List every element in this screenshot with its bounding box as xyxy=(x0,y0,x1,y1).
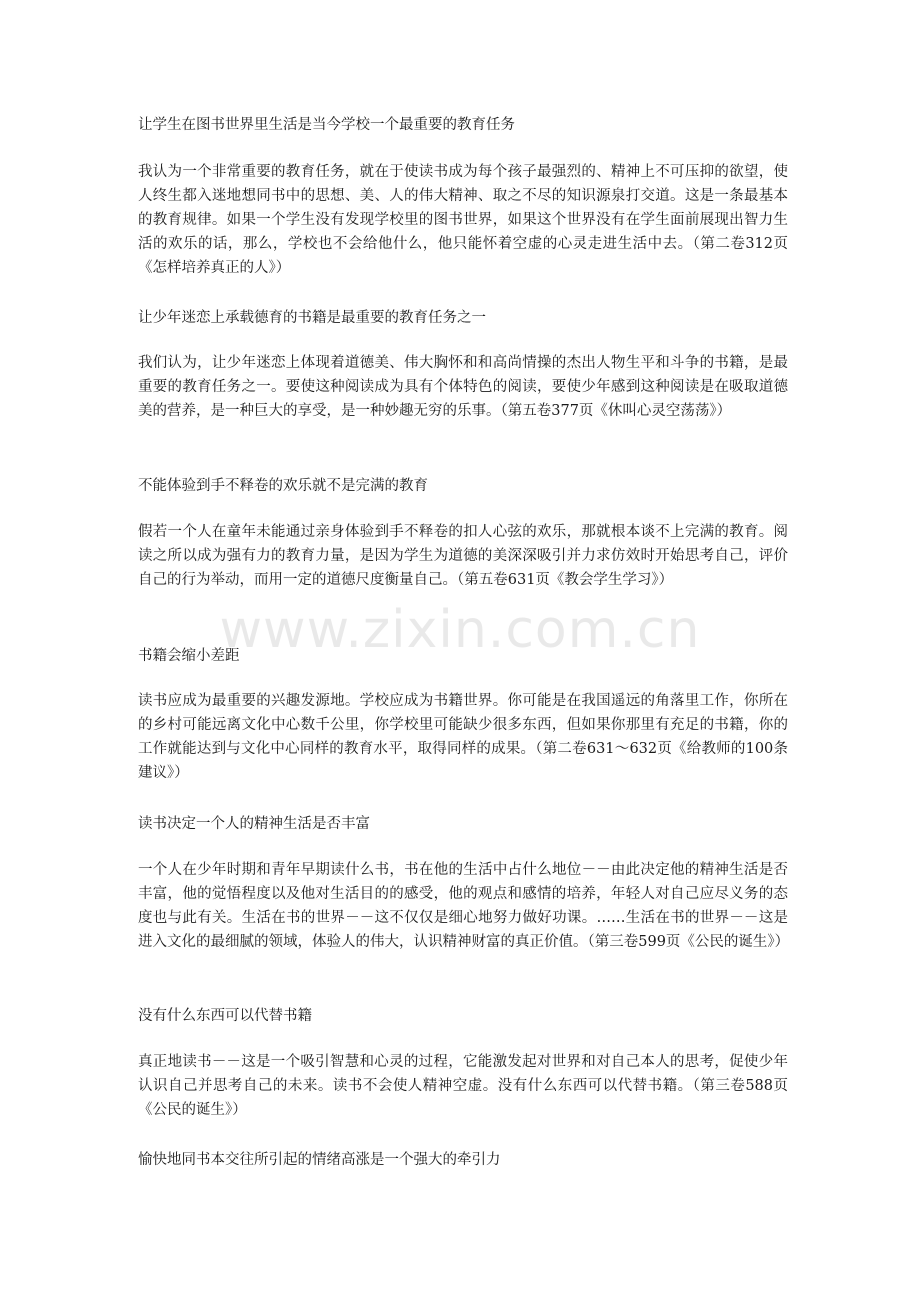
section-heading-6: 没有什么东西可以代替书籍 xyxy=(138,1008,312,1024)
section-body-3: 假若一个人在童年未能通过亲身体验到手不释卷的扣人心弦的欢乐，那就根本谈不上完满的教育。阅读之所以成为强有力的教育力量，是因为学生为道德的美深深吸引并力求仿效时开始思考自己，评价自己的行为举动，而用一定的道德尺度衡量自己。（第五卷631页《教会学生学习》） xyxy=(138,524,788,588)
section-body-6: 真正地读书－－这是一个吸引智慧和心灵的过程，它能激发起对世界和对自己本人的思考，促使少年认识自己并思考自己的未来。读书不会使人精神空虚。没有什么东西可以代替书籍。（第三卷588页《公民的诞生》） xyxy=(138,1054,788,1118)
section-heading-5: 读书决定一个人的精神生活是否丰富 xyxy=(138,816,370,832)
section-heading-7: 愉快地同书本交往所引起的情绪高涨是一个强大的牵引力 xyxy=(138,1152,501,1168)
section-heading-4: 书籍会缩小差距 xyxy=(138,648,240,664)
section-body-5: 一个人在少年时期和青年早期读什么书，书在他的生活中占什么地位－－由此决定他的精神生活是否丰富，他的觉悟程度以及他对生活目的的感受，他的观点和感情的培养，年轻人对自己应尽义务的态度也与此有关。生活在书的世界－－这不仅仅是细心地努力做好功课。……生活在书的世界－－这是进入文化的最细腻的领域，体验人的伟大，认识精神财富的真正价值。（第三卷599页《公民的诞生》） xyxy=(138,862,790,950)
section-heading-1: 让学生在图书世界里生活是当今学校一个最重要的教育任务 xyxy=(138,117,515,133)
section-heading-3: 不能体验到手不释卷的欢乐就不是完满的教育 xyxy=(138,478,428,494)
section-body-1: 我认为一个非常重要的教育任务，就在于使读书成为每个孩子最强烈的、精神上不可压抑的欲望，使人终生都入迷地想同书中的思想、美、人的伟大精神、取之不尽的知识源泉打交道。这是一条最基本的教育规律。如果一个学生没有发现学校里的图书世界，如果这个世界没有在学生面前展现出智力生活的欢乐的话，那么，学校也不会给他什么，他只能怀着空虚的心灵走进生活中去。（第二卷312页《怎样培养真正的人》） xyxy=(138,164,788,276)
watermark-text: www.zixin.com.cn xyxy=(219,600,701,660)
section-body-4: 读书应成为最重要的兴趣发源地。学校应成为书籍世界。你可能是在我国遥远的角落里工作，你所在的乡村可能远离文化中心数千公里，你学校里可能缺少很多东西，但如果你那里有充足的书籍，你的工作就能达到与文化中心同样的教育水平，取得同样的成果。（第二卷631～632页《给教师的100条建议》） xyxy=(138,693,788,781)
section-body-2: 我们认为，让少年迷恋上体现着道德美、伟大胸怀和和高尚情操的杰出人物生平和斗争的书籍，是最重要的教育任务之一。要使这种阅读成为具有个体特色的阅读，要使少年感到这种阅读是在吸取道德美的营养，是一种巨大的享受，是一种妙趣无穷的乐事。（第五卷377页《休叫心灵空荡荡》） xyxy=(138,355,788,419)
section-heading-2: 让少年迷恋上承载德育的书籍是最重要的教育任务之一 xyxy=(138,310,486,326)
